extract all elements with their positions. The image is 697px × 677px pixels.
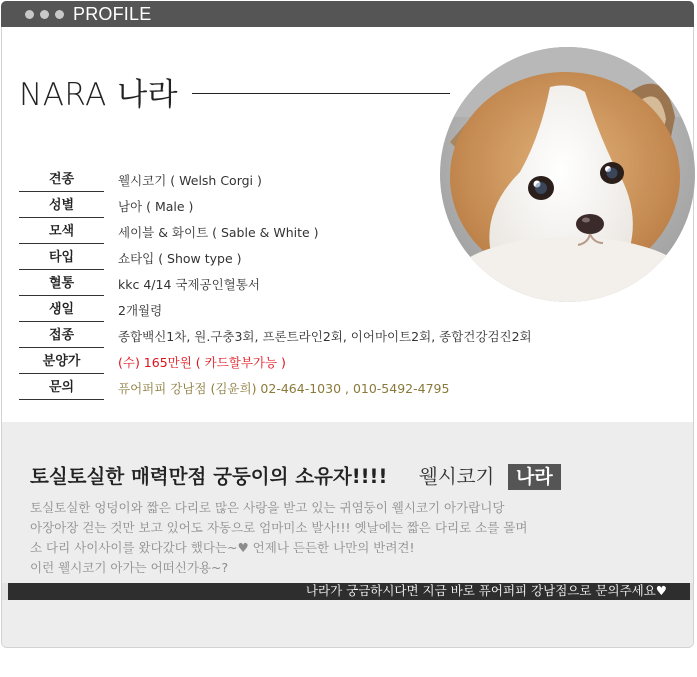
info-value: 웰시코기 ( Welsh Corgi ) [118,173,262,188]
info-value: 2개월령 [118,303,163,318]
promo-description-line: 토실토실한 엉덩이와 짧은 다리로 많은 사랑을 받고 있는 귀염둥이 웰시코기 아가랍니당 [30,500,505,515]
info-label-underline [19,347,104,348]
info-label-underline [19,295,104,296]
info-label-underline [19,321,104,322]
promo-description-line: 이런 웰시코기 아가는 어떠신가용~? [30,560,229,575]
cta-text: 나라가 궁금하시다면 지금 바로 퓨어퍼피 강남점으로 문의주세요♥ [305,583,667,598]
profile-header-bar [1,1,694,27]
info-row-gender [19,196,639,222]
info-row-birth [19,300,639,326]
puppy-name: NARA 나라 [19,77,179,113]
info-value: kkc 4/14 국제공인혈통서 [118,277,260,292]
promo-headline: 토실토실한 매력만점 궁둥이의 소유자!!!! [30,465,388,488]
info-label: 견종 [48,172,75,187]
promo-description-line: 아장아장 걷는 것만 보고 있어도 자동으로 엄마미소 발사!!! 옛날에는 짧은 다리로 소를 몰며 [30,520,528,535]
info-label-underline [19,217,104,218]
info-row-breed [19,170,639,196]
header-dot-icon [40,10,49,19]
promo-description-line: 소 다리 사이사이를 왔다갔다 했다는~♥ 언제나 든든한 나만의 반려견! [30,540,415,555]
info-label: 성별 [48,198,75,213]
info-label: 모색 [48,224,75,239]
info-label: 생일 [48,302,75,317]
promo-name-badge: 나라 [508,464,561,490]
promo-breed: 웰시코기 [419,465,495,488]
info-row-coat-color [19,222,639,248]
info-value: 종합백신1차, 원.구충3회, 프론트라인2회, 이어마이트2회, 종합건강검진2회 [118,329,532,344]
info-row-vaccination [19,326,639,352]
info-row-price [19,352,639,378]
info-label-underline [19,243,104,244]
header-dot-icon [55,10,64,19]
info-label-underline [19,269,104,270]
header-dot-icon [25,10,34,19]
info-label-underline [19,399,104,400]
contact-value: 퓨어퍼피 강남점 (김윤희) 02-464-1030 , 010-5492-4795 [118,381,450,396]
price-value: (수) 165만원 ( 카드할부가능 ) [118,355,286,370]
info-label: 타입 [48,250,75,265]
info-label: 혈통 [48,276,75,291]
info-value: 쇼타입 ( Show type ) [118,251,242,266]
info-value: 남아 ( Male ) [118,199,194,214]
info-row-contact [19,378,639,404]
info-row-type [19,248,639,274]
info-row-pedigree [19,274,639,300]
header-title: PROFILE [73,4,152,24]
name-divider [192,93,450,94]
info-label-underline [19,373,104,374]
info-value: 세이블 & 화이트 ( Sable & White ) [118,225,319,240]
info-label: 분양가 [42,354,81,369]
info-label: 문의 [48,380,75,395]
info-label: 접종 [48,328,75,343]
info-label-underline [19,191,104,192]
